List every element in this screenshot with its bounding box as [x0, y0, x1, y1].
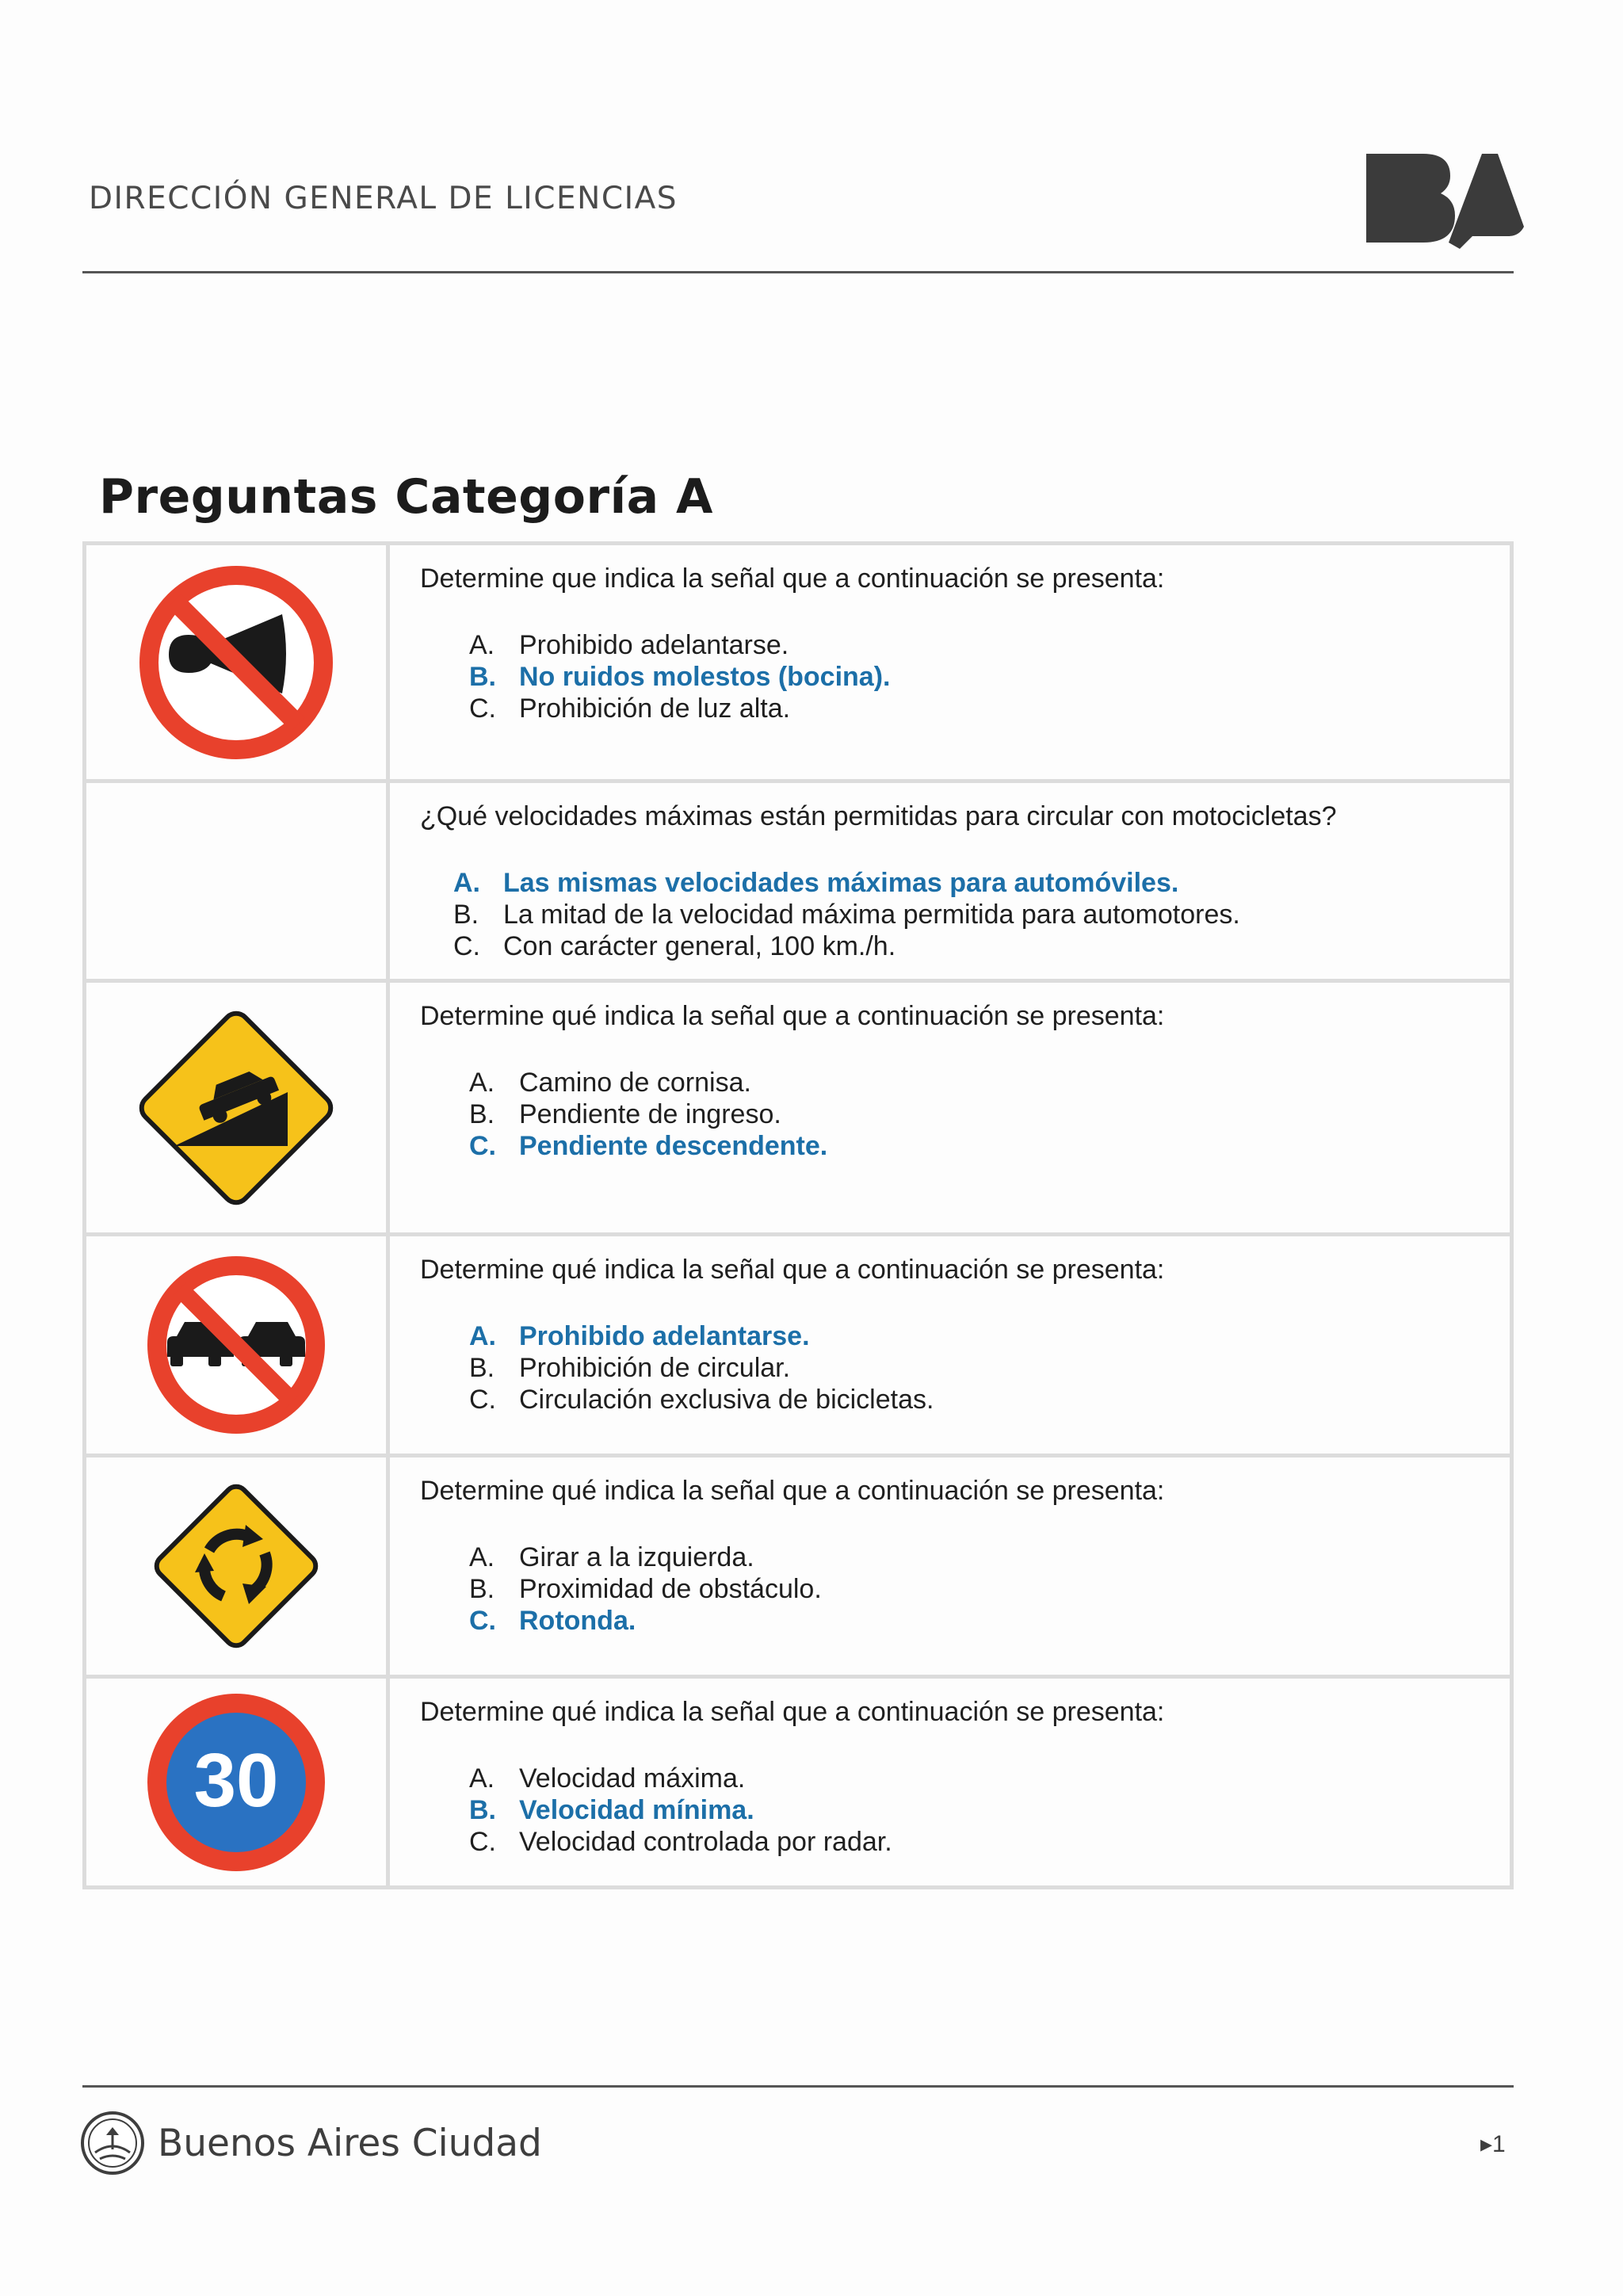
- footer-divider: [82, 2085, 1514, 2088]
- option-a-correct: A. Prohibido adelantarse.: [469, 1321, 810, 1351]
- question-text: Determine qué indica la señal que a continuación se presenta:: [420, 1001, 1165, 1031]
- question-body: [390, 1236, 1510, 1454]
- questions-table: [82, 541, 1514, 1889]
- option-c: C. Velocidad controlada por radar.: [469, 1827, 892, 1857]
- sign-number: 30: [193, 1737, 279, 1823]
- option-c: C. Prohibición de luz alta.: [469, 693, 791, 724]
- question-body: [390, 1679, 1510, 1885]
- header-title: DIRECCIÓN GENERAL DE LICENCIAS: [89, 181, 678, 216]
- option-b: B. La mitad de la velocidad máxima permitida para automotores.: [453, 900, 1240, 930]
- option-b: B. Pendiente de ingreso.: [469, 1099, 781, 1129]
- question-body: [390, 783, 1510, 979]
- question-text: ¿Qué velocidades máximas están permitidas para circular con motocicletas?: [420, 801, 1337, 831]
- question-body: [390, 983, 1510, 1232]
- option-a: A. Prohibido adelantarse.: [469, 630, 789, 660]
- ba-logo-icon: [1361, 147, 1524, 249]
- question-image-cell: [86, 1457, 390, 1675]
- header-divider: [82, 271, 1514, 273]
- question-row: [86, 1454, 1510, 1675]
- city-seal-icon: [79, 2103, 146, 2183]
- question-row: [86, 779, 1510, 979]
- steep-descent-sign-icon: [125, 997, 347, 1219]
- question-row: [86, 1675, 1510, 1885]
- page-title: Preguntas Categoría A: [99, 469, 713, 525]
- question-image-cell: [86, 1236, 390, 1454]
- question-image-cell: [86, 983, 390, 1232]
- no-horn-sign-icon: [137, 563, 335, 762]
- page-number: ▸1: [1480, 2131, 1506, 2157]
- question-row: [86, 1232, 1510, 1454]
- option-a: A. Camino de cornisa.: [469, 1068, 751, 1098]
- option-b-correct: B. Velocidad mínima.: [469, 1795, 754, 1825]
- option-c-correct: C. Pendiente descendente.: [469, 1131, 828, 1161]
- question-row: [86, 979, 1510, 1232]
- question-text: Determine que indica la señal que a continuación se presenta:: [420, 563, 1165, 594]
- option-b: B. Prohibición de circular.: [469, 1353, 791, 1383]
- question-image-cell: [86, 1679, 390, 1885]
- option-c-correct: C. Rotonda.: [469, 1606, 636, 1636]
- options-list: [469, 1763, 1510, 1858]
- options-list: [469, 629, 1510, 724]
- option-c: C. Circulación exclusiva de bicicletas.: [469, 1385, 934, 1415]
- option-b-correct: B. No ruidos molestos (bocina).: [469, 662, 891, 692]
- question-image-cell: [86, 783, 390, 979]
- option-a-correct: A. Las mismas velocidades máximas para automóviles.: [453, 868, 1179, 898]
- option-c: C. Con carácter general, 100 km./h.: [453, 931, 896, 961]
- question-body: [390, 545, 1510, 779]
- question-body: [390, 1457, 1510, 1675]
- option-a: A. Girar a la izquierda.: [469, 1542, 754, 1572]
- question-text: Determine qué indica la señal que a continuación se presenta:: [420, 1476, 1165, 1506]
- question-text: Determine qué indica la señal que a continuación se presenta:: [420, 1697, 1165, 1727]
- roundabout-sign-icon: [141, 1471, 331, 1661]
- options-list: [469, 1541, 1510, 1637]
- option-b: B. Proximidad de obstáculo.: [469, 1574, 822, 1604]
- option-a: A. Velocidad máxima.: [469, 1763, 746, 1794]
- question-text: Determine qué indica la señal que a continuación se presenta:: [420, 1255, 1165, 1285]
- footer-brand: Buenos Aires Ciudad: [158, 2122, 542, 2165]
- question-row: [86, 545, 1510, 779]
- options-list: [469, 1067, 1510, 1162]
- options-list: [469, 1320, 1510, 1415]
- minimum-speed-30-sign-icon: [145, 1691, 327, 1874]
- no-overtaking-sign-icon: [145, 1254, 327, 1436]
- options-list: [453, 867, 1510, 962]
- question-image-cell: [86, 545, 390, 779]
